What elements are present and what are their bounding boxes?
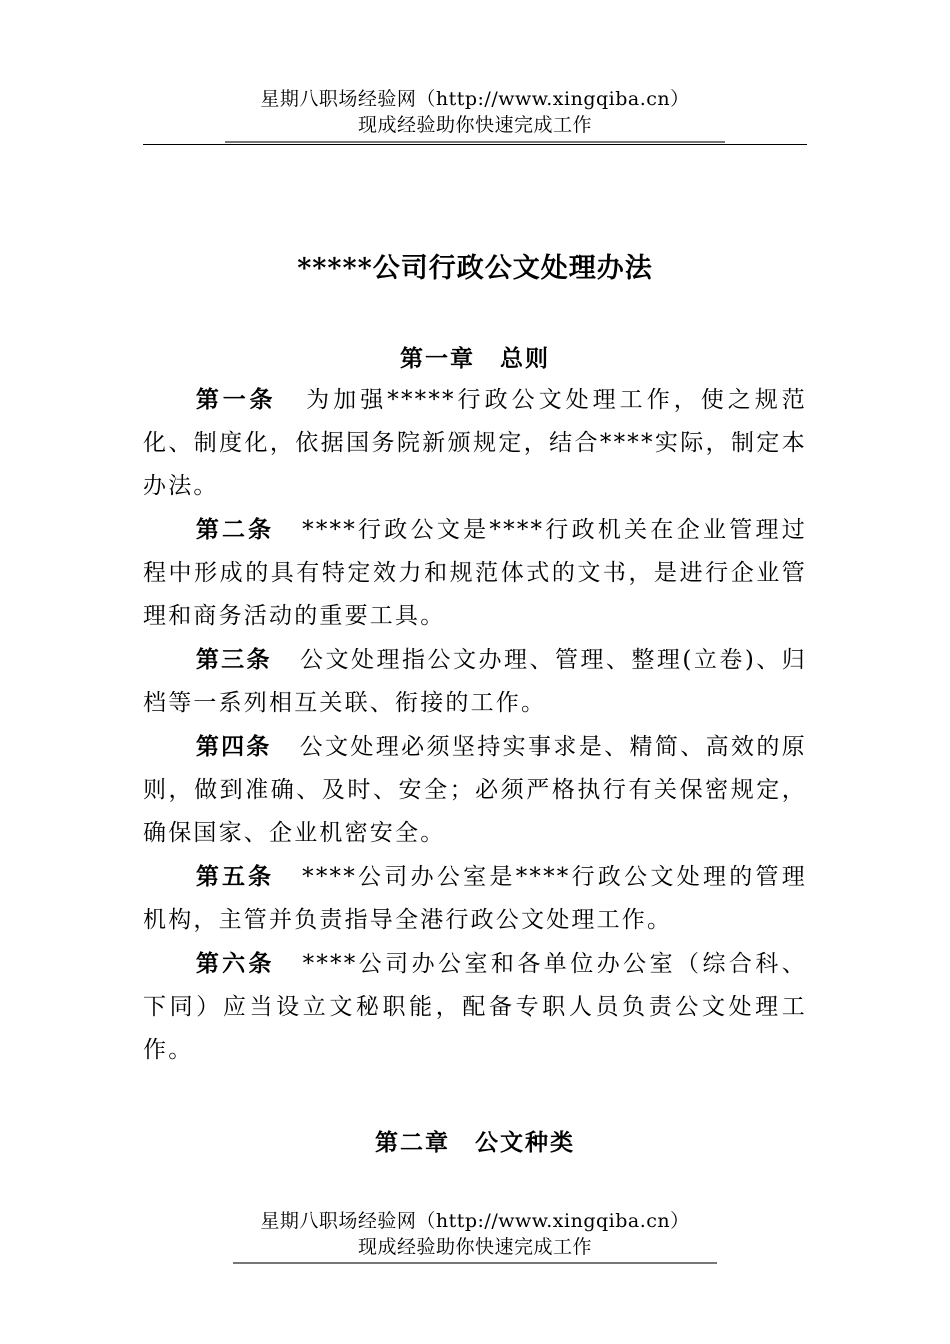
article-6: [143, 942, 807, 1072]
article-3-text: 公文处理指公文办理、管理、整理(立卷)、归档等一系列相互关联、衔接的工作。: [143, 647, 807, 716]
article-1: [143, 378, 807, 508]
article-2-label: 第二条: [195, 516, 275, 543]
footer-divider: [233, 1262, 717, 1264]
chapter-1-heading: 第一章 总则: [400, 345, 550, 372]
header-slogan: 现成经验助你快速完成工作: [357, 114, 592, 136]
document-title: *****公司行政公文处理办法: [297, 253, 653, 284]
chapter-2-heading: 第二章 公文种类: [375, 1129, 575, 1156]
article-3: [143, 638, 807, 725]
article-6-label: 第六条: [195, 950, 275, 977]
article-3-label: 第三条: [195, 646, 272, 673]
article-4-text: 公文处理必须坚持实事求是、精简、高效的原则，做到准确、及时、安全；必须严格执行有关保密规定，确保国家、企业机密安全。: [143, 734, 808, 846]
article-1-label: 第一条: [195, 386, 277, 413]
page-footer: [0, 1208, 950, 1260]
article-2-text: ****行政公文是****行政机关在企业管理过程中形成的具有特定效力和规范体式的文书，是进行企业管理和商务活动的重要工具。: [143, 517, 808, 629]
page-header: [0, 86, 950, 138]
footer-slogan: 现成经验助你快速完成工作: [357, 1236, 592, 1258]
article-2: [143, 508, 807, 638]
footer-site-name: 星期八职场经验网（http://www.xingqiba.cn）: [260, 1210, 690, 1232]
header-site-name: 星期八职场经验网（http://www.xingqiba.cn）: [260, 88, 690, 110]
article-5-text: ****公司办公室是****行政公文处理的管理机构，主管并负责指导全港行政公文处理工作。: [143, 864, 808, 933]
article-4-label: 第四条: [195, 733, 272, 760]
article-6-text: ****公司办公室和各单位办公室（综合科、下同）应当设立文秘职能，配备专职人员负责公文处理工作。: [143, 951, 808, 1063]
article-5-label: 第五条: [195, 863, 275, 890]
header-divider: [143, 144, 807, 145]
article-1-text: 为加强*****行政公文处理工作，使之规范化、制度化，依据国务院新颁规定，结合****实际，制定本办法。: [143, 387, 808, 499]
header-divider-inner: [225, 141, 725, 143]
article-4: [143, 725, 807, 855]
article-5: [143, 855, 807, 942]
